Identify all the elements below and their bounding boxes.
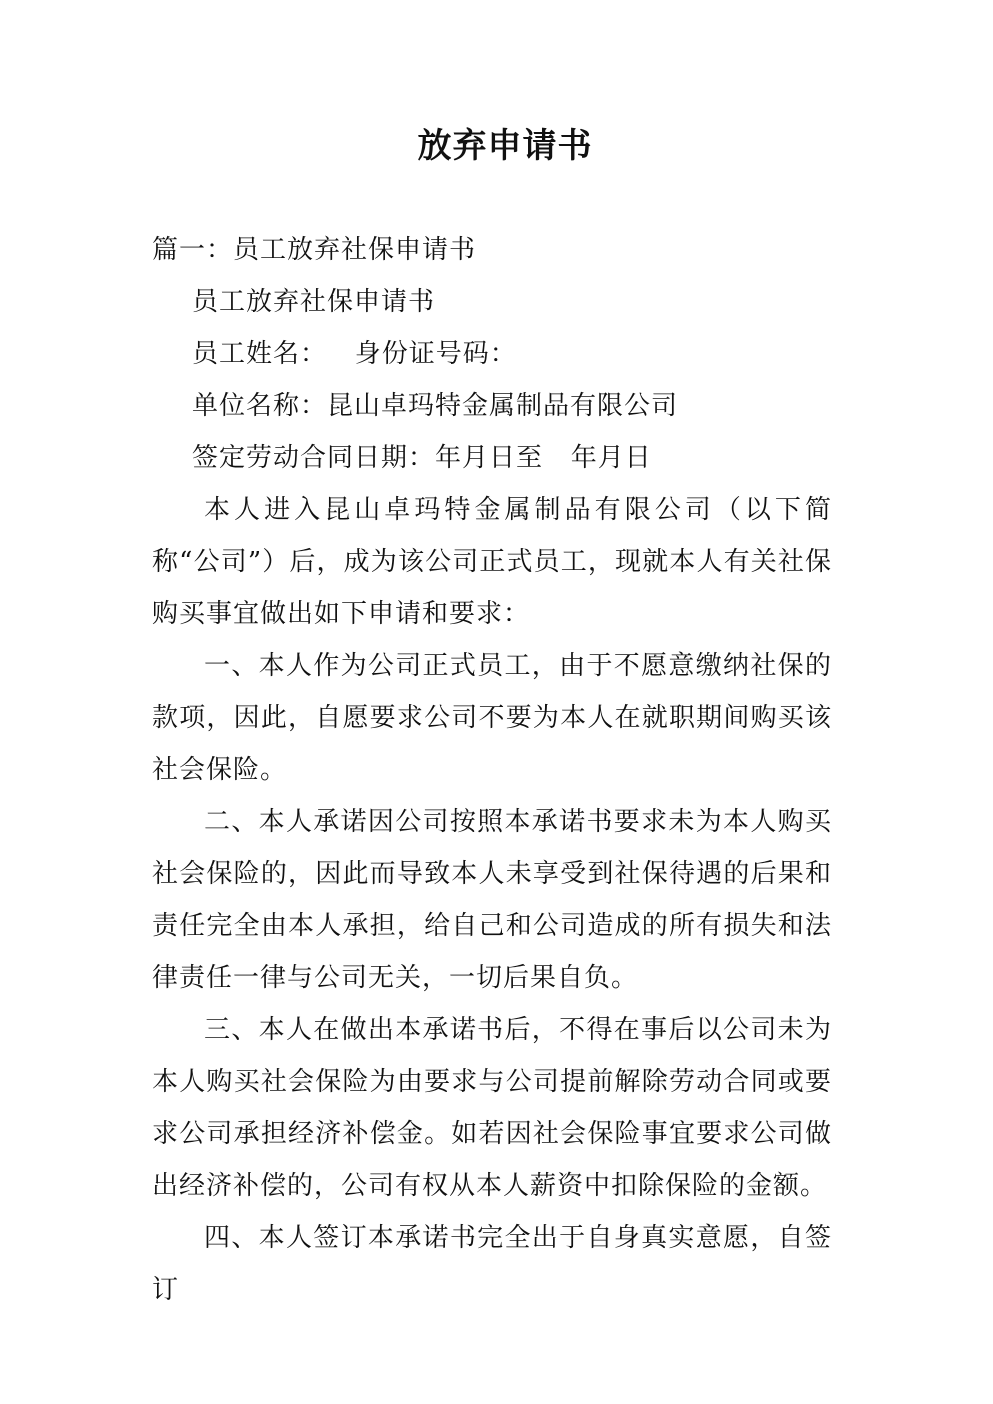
form-subtitle: 员工放弃社保申请书 [192, 287, 436, 317]
paragraph-intro: 本人进入昆山卓玛特金属制品有限公司（以下简称“公司”）后，成为该公司正式员工，现就本人有关社保购买事宜做出如下申请和要求： [152, 495, 832, 629]
employee-info-line: 员工姓名： 身份证号码： [192, 339, 517, 369]
paragraph-clause-2: 二、本人承诺因公司按照本承诺书要求未为本人购买社会保险的，因此而导致本人未享受到社保待遇的后果和责任完全由本人承担，给自己和公司造成的所有损失和法律责任一律与公司无关，一切后果自负。 [152, 807, 832, 993]
company-name-line: 单位名称：昆山卓玛特金属制品有限公司 [192, 391, 679, 421]
section-heading: 篇一：员工放弃社保申请书 [152, 235, 477, 265]
contract-date-line: 签定劳动合同日期：年月日至 年月日 [192, 443, 652, 473]
paragraph-clause-1: 一、本人作为公司正式员工，由于不愿意缴纳社保的款项，因此，自愿要求公司不要为本人在就职期间购买该社会保险。 [152, 651, 832, 785]
document-body [152, 224, 832, 1316]
document-title: 放弃申请书 [417, 126, 593, 166]
paragraph-clause-3: 三、本人在做出本承诺书后，不得在事后以公司未为本人购买社会保险为由要求与公司提前解除劳动合同或要求公司承担经济补偿金。如若因社会保险事宜要求公司做出经济补偿的，公司有权从本人薪资中扣除保险的金额。 [152, 1015, 832, 1201]
paragraph-clause-4: 四、本人签订本承诺书完全出于自身真实意愿，自签订 [152, 1223, 832, 1305]
